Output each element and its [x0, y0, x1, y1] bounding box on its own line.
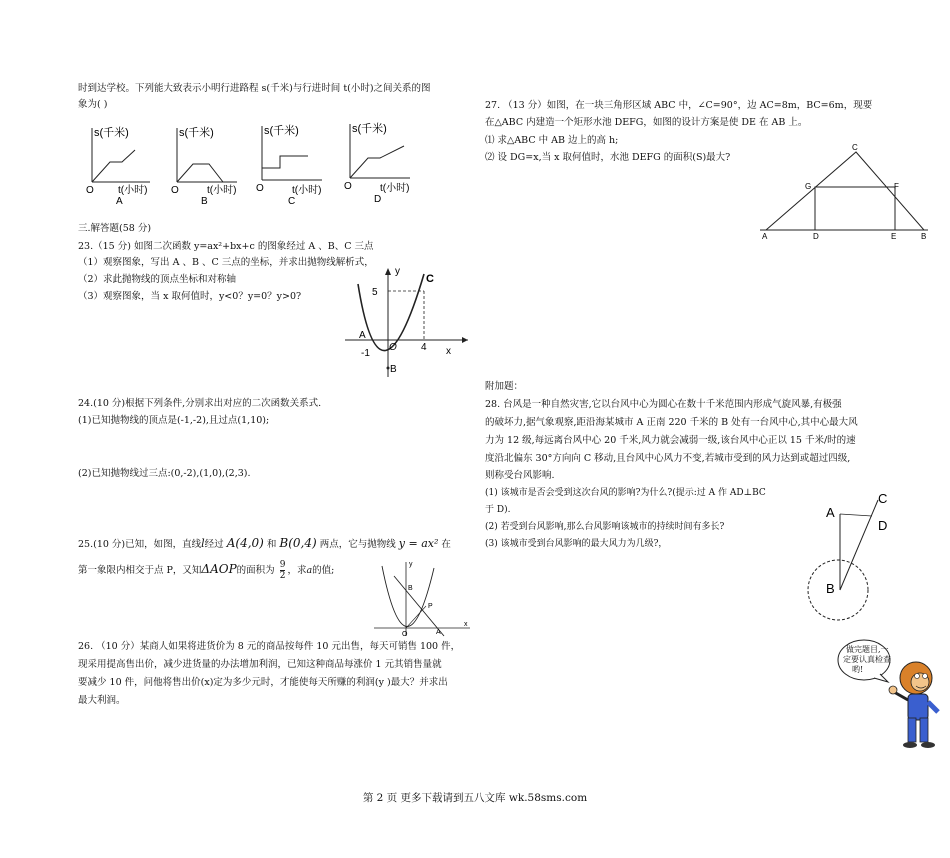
q27-fig-f: F [894, 182, 899, 191]
graph-b-origin: O [171, 185, 179, 196]
q28-sub-3: (3) 该城市受到台风影响的最大风力为几级?， [485, 539, 668, 549]
bubble-line-3: 哟! [852, 665, 864, 674]
graph-a-ylabel: s(千米) [94, 127, 129, 139]
q25-fig-p: P [428, 603, 433, 610]
graph-c-xlabel: t(小时) [292, 185, 322, 196]
q26-line-3: 要减少 10 件，问他将售出价(x)定为多少元时，才能使每天所赚的利润(y )最大？并求出 [78, 677, 448, 688]
graph-b-ylabel: s(千米) [179, 127, 214, 139]
q26-line-4: 最大利润。 [78, 695, 126, 706]
q25-fig-y: y [409, 561, 413, 568]
graph-c-origin: O [256, 183, 264, 194]
extra-heading: 附加题： [485, 381, 524, 392]
q25-figure [372, 556, 472, 636]
q27-line-3: ⑴ 求△ABC 中 AB 边上的高 h; [485, 135, 619, 146]
q26-line-1: 26. （10 分）某商人如果将进货价为 8 元的商品按每件 10 元出售，每天可销售 100 件， [78, 641, 461, 652]
graph-b-letter: B [201, 196, 208, 207]
q28-fig-b: B [826, 581, 835, 596]
q23-title: 23.（15 分) 如图二次函数 y=ax²+bx+c 的图象经过 A 、B、C 三点 [78, 241, 374, 252]
graph-d-xlabel: t(小时) [380, 183, 410, 194]
graph-d [338, 116, 428, 206]
q24-line-1: (1)已知抛物线的顶点是(-1,-2),且过点(1,10); [78, 415, 270, 426]
graph-a-letter: A [116, 196, 123, 207]
q25-line-1: 25.(10 分)已知，如图，直线l经过 A(4,0) 和 B(0,4) 两点，它与抛物线 y = ax² 在 [78, 536, 451, 550]
section-3-title: 三.解答题(58 分) [78, 223, 152, 234]
q27-fig-c: C [852, 143, 858, 152]
q23-fig-y: y [395, 266, 400, 277]
bubble-line-2: 定要认真检查 [843, 655, 891, 664]
graph-a-xlabel: t(小时) [118, 185, 148, 196]
q27-line-2: 在△ABC 内建造一个矩形水池 DEFG，如图的设计方案是使 DE 在 AB 上。 [485, 117, 808, 128]
q25-fig-b: B [408, 585, 413, 592]
q23-fig-a: A [359, 330, 366, 341]
q28-line-5: 则称受台风影响. [485, 470, 555, 481]
q28-sub-1b: 于 D). [485, 505, 511, 515]
graph-d-origin: O [344, 181, 352, 192]
q27-figure [760, 142, 935, 242]
graph-c-letter: C [288, 196, 296, 207]
q23-fig-neg1: -1 [361, 348, 370, 359]
graph-d-letter: D [374, 194, 382, 205]
bubble-line-1: 做完题目,一 [846, 645, 889, 654]
graph-a [80, 120, 170, 210]
q27-fig-a: A [762, 232, 768, 241]
intro-line-2: 象为( ) [78, 99, 108, 110]
q23-line-3: （3）观察图象，当 x 取何值时，y<0？y=0？y>0? [78, 291, 302, 302]
q23-fig-c: C [426, 273, 434, 285]
graph-c-ylabel: s(千米) [264, 125, 299, 137]
q25-fig-o: O [402, 631, 408, 638]
intro-line-1: 时到达学校。下列能大致表示小明行进路程 s(千米)与行进时间 t(小时)之间关系的图 [78, 83, 431, 94]
q23-fig-x: x [446, 346, 451, 357]
graph-b-xlabel: t(小时) [207, 185, 237, 196]
graph-c [250, 118, 340, 208]
q27-fig-g: G [805, 182, 812, 191]
q28-line-1: 28. 台风是一种自然灾害,它以台风中心为圆心在数十千米范围内形成气旋风暴,有极强 [485, 399, 842, 410]
page-footer: 第 2 页 更多下载请到五八文库 wk.58sms.com [362, 792, 588, 804]
q24-title: 24.(10 分)根据下列条件,分别求出对应的二次函数关系式. [78, 398, 322, 409]
q28-figure [800, 486, 910, 626]
q28-line-3: 力为 12 级,每远离台风中心 20 千米,风力就会减弱一级,该台风中心正以 15 千米/时的速 [485, 435, 856, 446]
q23-fig-5: 5 [372, 287, 378, 298]
q25-fig-x: x [464, 621, 468, 628]
q28-fig-a: A [826, 505, 835, 520]
q28-fig-d: D [878, 518, 888, 533]
q25-fig-a: A [436, 629, 441, 636]
q28-line-4: 度沿北偏东 30°方向向 C 移动,且台风中心风力不变,若城市受到的风力达到或超过四级, [485, 453, 851, 464]
q23-line-2: （2）求此抛物线的顶点坐标和对称轴 [78, 274, 237, 285]
q23-line-1: （1）观察图象，写出 A 、B 、C 三点的坐标，并求出抛物线解析式， [78, 257, 374, 268]
q23-figure [340, 262, 470, 382]
q26-line-2: 现采用提高售出价，减少进货量的办法增加利润，已知这种商品每涨价 1 元其销售量就 [78, 659, 442, 670]
q23-fig-4: 4 [421, 342, 427, 353]
q27-fig-e: E [891, 232, 897, 241]
q28-fig-c: C [878, 491, 888, 506]
q27-fig-b: B [921, 232, 927, 241]
q27-line-1: 27. （13 分）如图，在一块三角形区域 ABC 中，∠C=90°，边 AC=8m，BC=6m，现要 [485, 100, 873, 111]
graph-b [165, 120, 255, 210]
graph-d-ylabel: s(千米) [352, 123, 387, 135]
q28-line-2: 的破坏力,据气象观察,距沿海某城市 A 正南 220 千米的 B 处有一台风中心,其中心最大风 [485, 417, 858, 428]
q25-line-2: 第一象限内相交于点 P，又知ΔAOP的面积为 $\frac{9}{2}$ ，求a的值; [78, 560, 335, 581]
q27-fig-d: D [813, 232, 819, 241]
graph-a-origin: O [86, 185, 94, 196]
q23-fig-o: O [389, 342, 397, 353]
q23-fig-b: B [390, 364, 397, 375]
q27-line-4: ⑵ 设 DG=x,当 x 取何值时，水池 DEFG 的面积(S)最大? [485, 152, 731, 163]
q28-sub-2: (2) 若受到台风影响,那么台风影响该城市的持续时间有多长? [485, 522, 725, 532]
q24-line-2: (2)已知抛物线过三点:(0,-2),(1,0),(2,3). [78, 468, 251, 479]
cartoon-mascot-icon [880, 652, 945, 752]
q28-sub-1a: (1) 该城市是否会受到这次台风的影响?为什么?(提示:过 A 作 AD⊥BC [485, 488, 766, 498]
